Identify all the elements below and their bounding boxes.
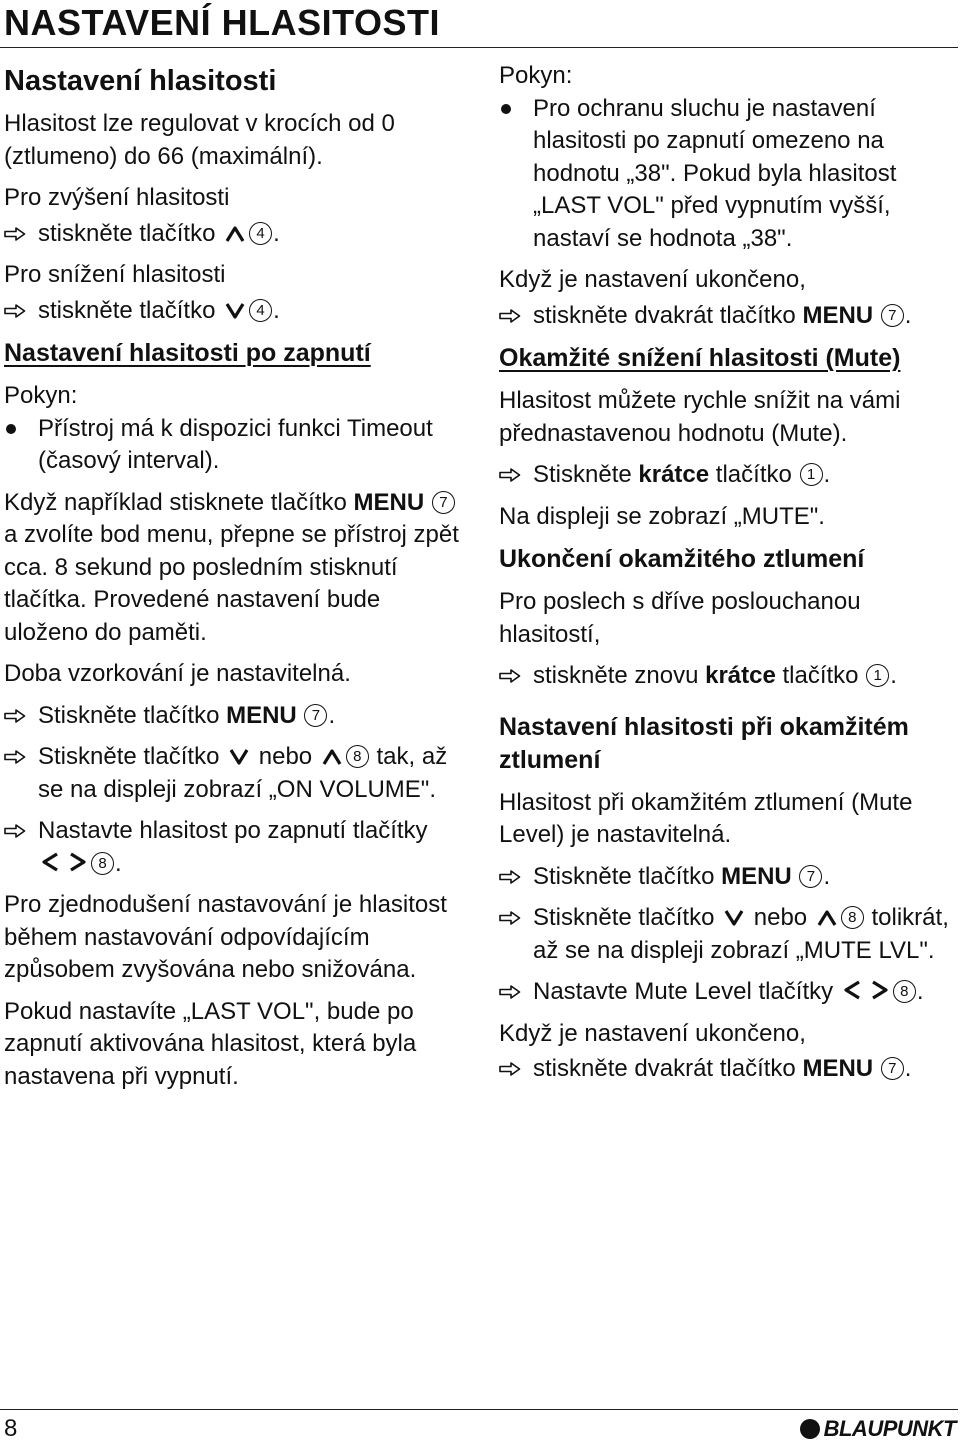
emphasis-text: krátce	[638, 461, 710, 488]
step-text: tolikrát, až se na displeji zobrazí „MUTE LVL".	[533, 904, 949, 964]
step-press-menu: Stiskněte tlačítko MENU 7 .	[499, 861, 958, 894]
step-text: stiskněte znovu	[533, 662, 699, 689]
action-arrow-icon	[4, 227, 26, 241]
key-number-badge: 1	[866, 664, 889, 687]
action-arrow-icon	[499, 669, 521, 683]
bullet-icon	[6, 424, 16, 434]
step-text: stiskněte dvakrát tlačítko	[533, 301, 796, 329]
brand-logo	[800, 1416, 956, 1442]
key-number-badge: 7	[881, 1057, 904, 1080]
timeout-paragraph	[4, 487, 466, 650]
raise-label: Pro zvýšení hlasitosti	[4, 184, 230, 211]
key-number-badge: 8	[841, 906, 864, 929]
step-press-menu-twice: stiskněte dvakrát tlačítko MENU 7 .	[499, 300, 958, 333]
title-divider	[0, 47, 958, 48]
step-lower-volume: stiskněte tlačítko 4 .	[4, 295, 466, 328]
note-bullet-item	[499, 93, 958, 256]
menu-key-label: MENU	[802, 301, 874, 329]
note-bullet-text: Pro ochranu sluchu je nastavení hlasitosti po zapnutí omezeno na hodnotu „38". Pokud byla hlasitost „LAST VOL" před vypnutím vyšší, nastaví se hodnota „38".	[533, 94, 897, 252]
menu-key-label: MENU	[226, 701, 297, 729]
key-number-badge: 7	[304, 704, 327, 727]
action-arrow-icon	[499, 309, 521, 323]
subheading-mute: Okamžité snížení hlasitosti (Mute)	[499, 344, 901, 372]
brand-name: BLAUPUNKT	[823, 1416, 956, 1441]
key-number-badge: 8	[91, 852, 114, 875]
step-set-mute-level: Nastavte Mute Level tlačítky 8 .	[499, 976, 958, 1009]
mute-display: Na displeji se zobrazí „MUTE".	[499, 502, 825, 530]
step-mute-press: Stiskněte krátce tlačítko 1 .	[499, 459, 958, 492]
page-number: 8	[4, 1415, 18, 1442]
key-number-badge: 4	[249, 299, 272, 322]
done-label: Když je nastavení ukončeno,	[499, 1019, 806, 1047]
step-text: stiskněte dvakrát tlačítko	[533, 1055, 796, 1082]
footer-divider	[0, 1409, 958, 1410]
timeout-text-b: a zvolíte bod menu, přepne se přístroj zpět cca. 8 sekund po posledním stisknutí tlačítka. Provedené nastavení bude uloženo do paměti.	[4, 521, 459, 646]
left-column	[4, 60, 466, 1102]
volume-down-icon	[224, 302, 246, 320]
page-title: NASTAVENÍ HLASITOSTI	[4, 2, 441, 43]
step-text: tlačítko	[782, 662, 859, 689]
action-arrow-icon	[4, 709, 26, 723]
section-heading-volume: Nastavení hlasitosti	[4, 65, 277, 97]
left-right-arrows-icon	[842, 979, 890, 1001]
action-arrow-icon	[499, 911, 521, 925]
volume-up-icon	[321, 748, 343, 766]
step-text: nebo	[258, 743, 313, 770]
step-press-menu: Stiskněte tlačítko MENU 7 .	[4, 700, 466, 733]
volume-intro: Hlasitost lze regulovat v krocích od 0 (ztlumeno) do 66 (maximální).	[4, 110, 395, 170]
action-arrow-icon	[499, 870, 521, 884]
key-number-badge: 8	[346, 745, 369, 768]
step-text: Stiskněte tlačítko	[38, 743, 220, 770]
step-press-menu-twice: stiskněte dvakrát tlačítko MENU 7 .	[499, 1053, 958, 1086]
note-title: Pokyn:	[4, 382, 78, 409]
volume-down-icon	[723, 909, 745, 927]
step-text: Stiskněte tlačítko	[533, 862, 715, 890]
sampling-paragraph: Doba vzorkování je nastavitelná.	[4, 660, 351, 687]
key-number-badge: 7	[881, 304, 904, 327]
volume-up-icon	[224, 225, 246, 243]
step-raise-volume: stiskněte tlačítko 4 .	[4, 218, 466, 251]
subheading-unmute: Ukončení okamžitého ztlumení	[499, 545, 865, 573]
step-text: Stiskněte	[533, 461, 632, 488]
action-arrow-icon	[499, 1062, 521, 1076]
key-number-badge: 1	[800, 463, 823, 486]
action-arrow-icon	[4, 750, 26, 764]
volume-up-icon	[816, 909, 838, 927]
step-text: nebo	[753, 904, 808, 931]
key-number-badge: 7	[799, 865, 822, 888]
key-number-badge: 4	[249, 222, 272, 245]
step-text: Stiskněte tlačítko	[533, 904, 715, 931]
left-right-arrows-icon	[40, 851, 88, 873]
menu-key-label: MENU	[353, 488, 425, 516]
action-arrow-icon	[4, 824, 26, 838]
step-text: stiskněte tlačítko	[38, 219, 216, 247]
right-column	[499, 60, 958, 1095]
key-number-badge: 7	[432, 491, 455, 514]
mute-intro: Hlasitost můžete rychle snížit na vámi přednastavenou hodnotu (Mute).	[499, 387, 901, 447]
lastvol-paragraph: Pokud nastavíte „LAST VOL", bude po zapnutí aktivována hlasitost, která byla nastavena při vypnutí.	[4, 997, 417, 1090]
step-text: Nastavte Mute Level tlačítky	[533, 978, 834, 1005]
bullet-icon	[501, 104, 511, 114]
step-text: Stiskněte tlačítko	[38, 701, 220, 729]
action-arrow-icon	[499, 468, 521, 482]
note-bullet-text: Přístroj má k dispozici funkci Timeout (časový interval).	[38, 414, 433, 474]
lower-label: Pro snížení hlasitosti	[4, 261, 226, 288]
subheading-mute-level: Nastavení hlasitosti při okamžitém ztlumení	[499, 712, 909, 774]
step-choose-on-volume	[4, 741, 466, 806]
step-text: tak, až se na displeji zobrazí „ON VOLUME".	[38, 743, 448, 803]
action-arrow-icon	[499, 985, 521, 999]
step-unmute-press: stiskněte znovu krátce tlačítko 1 .	[499, 660, 958, 693]
menu-key-label: MENU	[802, 1055, 874, 1082]
mute-level-intro: Hlasitost při okamžitém ztlumení (Mute Level) je nastavitelná.	[499, 788, 913, 848]
brand-dot-icon	[800, 1419, 820, 1439]
action-arrow-icon	[4, 304, 26, 318]
unmute-intro: Pro poslech s dříve poslouchanou hlasitostí,	[499, 588, 861, 648]
step-choose-mute-lvl	[499, 902, 958, 967]
key-number-badge: 8	[893, 980, 916, 1003]
step-set-volume: Nastavte hlasitost po zapnutí tlačítky 8 .	[4, 815, 466, 880]
step-text: stiskněte tlačítko	[38, 296, 216, 324]
subheading-volume-on: Nastavení hlasitosti po zapnutí	[4, 339, 371, 367]
menu-key-label: MENU	[721, 862, 792, 890]
emphasis-text: krátce	[705, 662, 776, 689]
step-text: tlačítko	[715, 461, 792, 488]
done-label: Když je nastavení ukončeno,	[499, 266, 806, 293]
simplify-paragraph: Pro zjednodušení nastavování je hlasitost během nastavování odpovídajícím způsobem zvyšována nebo snižována.	[4, 891, 447, 983]
note-bullet-item	[4, 413, 466, 478]
note-title: Pokyn:	[499, 62, 573, 89]
volume-down-icon	[228, 748, 250, 766]
timeout-text-a: Když například stisknete tlačítko	[4, 488, 347, 516]
step-text: Nastavte hlasitost po zapnutí tlačítky	[38, 817, 428, 844]
